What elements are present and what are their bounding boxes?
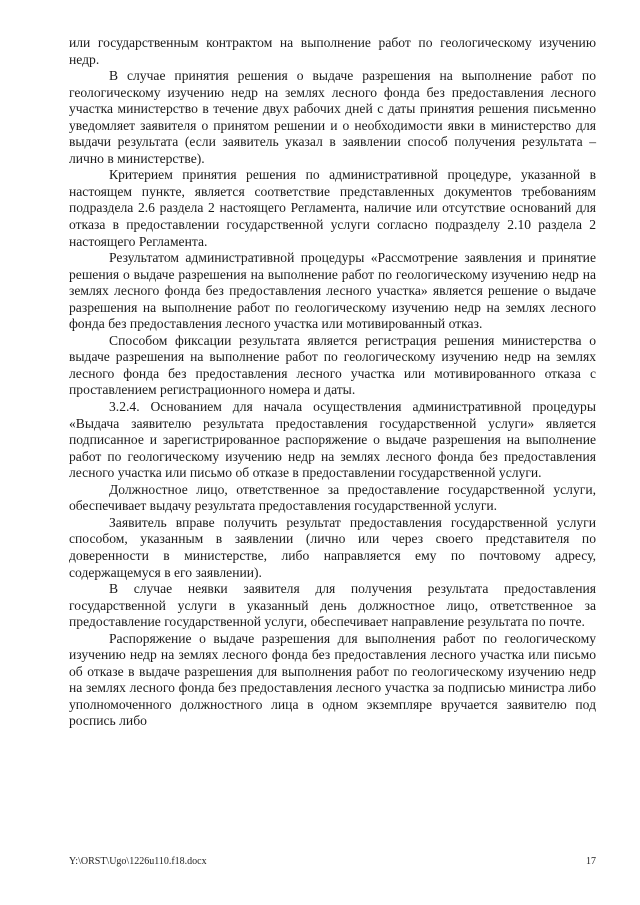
- paragraph: В случае принятия решения о выдаче разрешения на выполнение работ по геологическому изучению недр на землях лесного фонда без предоставления лесного участка министерство в течение двух рабочих дней с даты принятия решения письменно уведомляет заявителя о принятом решении и о необходимости явки в министерство для выдачи результата (если заявитель указал в заявлении способ получения результата – лично в министерстве).: [69, 68, 596, 166]
- paragraph: 3.2.4. Основанием для начала осуществления административной процедуры «Выдача заявителю результата предоставления государственной услуги» является подписанное и зарегистрированное распоряжение о выдаче разрешения на выполнение работ по геологическому изучению недр на землях лесного фонда без предоставления лесного участка или письмо об отказе в предоставлении государственной услуги.: [69, 399, 596, 481]
- page-footer: [69, 856, 596, 867]
- paragraph: или государственным контрактом на выполнение работ по геологическому изучению недр.: [69, 35, 596, 67]
- document-body: [69, 35, 596, 730]
- paragraph: Критерием принятия решения по административной процедуре, указанной в настоящем пункте, является соответствие представленных документов требованиям подраздела 2.6 раздела 2 настоящего Регламента, наличие или отсутствие оснований для отказа в предоставлении государственной услуги согласно подразделу 2.10 раздела 2 настоящего Регламента.: [69, 167, 596, 249]
- paragraph: Должностное лицо, ответственное за предоставление государственной услуги, обеспечивает выдачу результата предоставления государственной услуги.: [69, 481, 596, 514]
- paragraph: В случае неявки заявителя для получения результата предоставления государственной услуги в указанный день должностное лицо, ответственное за предоставление государственной услуги, обеспечивает направление результата по почте.: [69, 581, 596, 630]
- paragraph: Способом фиксации результата является регистрация решения министерства о выдаче разрешения на выполнение работ по геологическому изучению недр на землях лесного фонда без предоставления лесного участка или мотивированного отказа с проставлением регистрационного номера и даты.: [69, 332, 596, 398]
- paragraph: Результатом административной процедуры «Рассмотрение заявления и принятие решения о выдаче разрешения на выполнение работ по геологическому изучению недр на землях лесного фонда без предоставления лесного участка» является решение о выдаче разрешения на выполнение работ по геологическому изучению недр на землях лесного фонда без предоставления лесного участка или мотивированный отказ.: [69, 250, 596, 332]
- page-number: 17: [586, 856, 596, 867]
- paragraph: Распоряжение о выдаче разрешения для выполнения работ по геологическому изучению недр на землях лесного фонда без предоставления лесного участка или письмо об отказе в выдаче разрешения для выполнения работ по геологическому изучению недр на землях лесного фонда без предоставления лесного участка за подписью министра либо уполномоченного должностного лица в одном экземпляре вручается заявителю под роспись либо: [69, 630, 596, 729]
- paragraph: Заявитель вправе получить результат предоставления государственной услуги способом, указанным в заявлении (лично или через своего представителя по доверенности в министерстве, либо направляется ему по почтовому адресу, содержащемуся в его заявлении).: [69, 514, 596, 580]
- file-path: Y:\ORST\Ugo\1226u110.f18.docx: [69, 856, 207, 867]
